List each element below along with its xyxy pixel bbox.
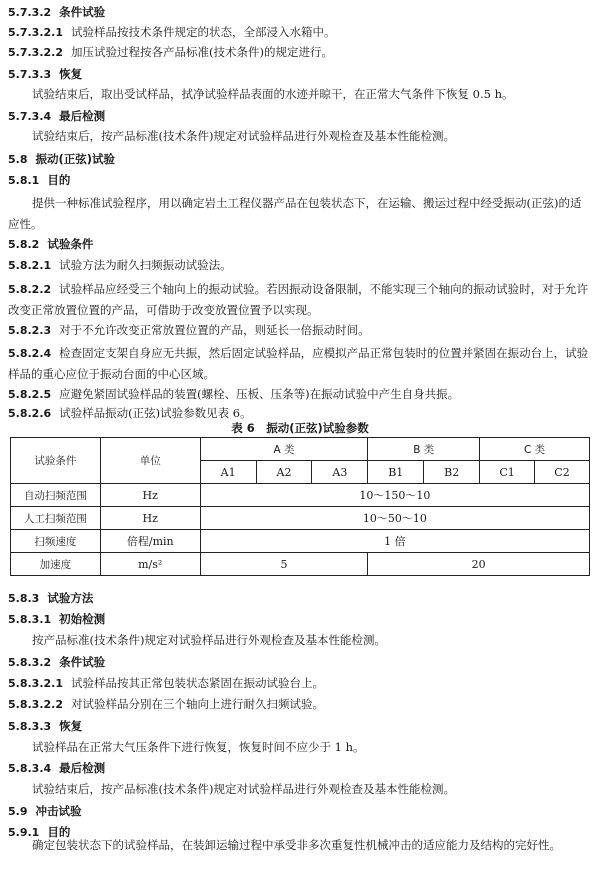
table-caption: 表 6 振动(正弦)试验参数	[231, 421, 369, 435]
row-value: 10～150～10	[200, 484, 589, 507]
section-number: 5.7.3.2.2	[8, 46, 63, 59]
section-title: 目的	[47, 825, 71, 839]
subheader-cell: B1	[368, 461, 424, 484]
section-title: 最后检测	[59, 109, 106, 123]
para-5-8-2-3	[8, 322, 592, 339]
row-unit: Hz	[100, 484, 200, 507]
row-label: 人工扫频范围	[11, 507, 101, 530]
para-5-8-2-4	[8, 343, 592, 385]
row-label: 扫频速度	[11, 530, 101, 553]
para-5-8-2-5	[8, 386, 592, 403]
section-title: 初始检测	[59, 612, 106, 626]
header-class-a: A 类	[200, 438, 368, 461]
section-number: 5.8.2	[8, 238, 40, 251]
heading-5-7-3-2	[8, 4, 592, 21]
section-number: 5.8.3.2.2	[8, 698, 63, 711]
paragraph-text: 试验样品在正常大气压条件下进行恢复，恢复时间不应少于 1 h。	[32, 740, 365, 754]
para-recovery	[32, 86, 592, 102]
heading-5-7-3-3	[8, 66, 592, 83]
table-row	[11, 530, 590, 553]
paragraph-text: 对试验样品分别在三个轴向上进行耐久扫频试验。	[70, 697, 324, 711]
row-value: 1 倍	[200, 530, 589, 553]
paragraph-text: 试验样品应经受三个轴向上的振动试验。若因振动设备限制，不能实现三个轴向的振动试验时，对于允许改变正常放置位置的产品，可借助于改变放置位置予以实现。	[8, 282, 589, 317]
section-number: 5.8.3	[8, 592, 40, 605]
section-number: 5.8.3.3	[8, 720, 52, 733]
paragraph-text: 试验样品振动(正弦)试验参数见表 6。	[59, 406, 252, 420]
section-number: 5.7.3.2	[8, 6, 52, 19]
section-number: 5.8.2.2	[8, 283, 52, 296]
para-5-7-3-2-2	[8, 44, 592, 61]
vibration-parameter-table	[10, 437, 590, 576]
heading-5-9	[8, 803, 592, 820]
para-recovery-2	[32, 739, 592, 755]
heading-5-8-2	[8, 236, 592, 253]
subheader-cell: A3	[312, 461, 368, 484]
heading-5-8-3-4	[8, 760, 592, 777]
para-5-8-3-2-2	[8, 696, 592, 713]
section-title: 条件试验	[59, 655, 106, 669]
para-shock-purpose	[8, 835, 592, 855]
subheader-cell: C1	[480, 461, 535, 484]
para-final-test-2	[32, 781, 592, 797]
heading-5-8-3-1	[8, 611, 592, 628]
table-header-row	[11, 438, 590, 461]
section-number: 5.8.1	[8, 174, 40, 187]
paragraph-text: 试验结束后，取出受试样品，拭净试验样品表面的水迹并晾干，在正常大气条件下恢复 0.5 h。	[32, 87, 514, 101]
table-row	[11, 484, 590, 507]
section-title: 恢复	[59, 67, 83, 81]
section-number: 5.7.3.3	[8, 68, 52, 81]
para-5-8-2-2	[8, 279, 592, 321]
paragraph-text: 应避免紧固试验样品的装置(螺栓、压板、压条等)在振动试验中产生自身共振。	[59, 387, 460, 401]
section-number: 5.8.2.3	[8, 324, 52, 337]
row-value-class-bc: 20	[368, 553, 590, 576]
section-title: 振动(正弦)试验	[35, 152, 116, 166]
paragraph-text: 试验样品按其正常包装状态紧固在振动试验台上。	[70, 676, 324, 690]
subheader-cell: B2	[424, 461, 480, 484]
paragraph-text: 加压试验过程按各产品标准(技术条件)的规定进行。	[70, 45, 333, 59]
section-title: 最后检测	[59, 761, 106, 775]
section-number: 5.8.3.1	[8, 613, 52, 626]
section-number: 5.8.3.2.1	[8, 677, 63, 690]
para-purpose	[8, 193, 592, 235]
section-number: 5.8	[8, 153, 28, 166]
header-condition: 试验条件	[11, 438, 101, 484]
paragraph-text: 试验结束后，按产品标准(技术条件)规定对试验样品进行外观检查及基本性能检测。	[32, 129, 455, 143]
row-unit: m/s²	[100, 553, 200, 576]
section-number: 5.8.2.1	[8, 259, 52, 272]
heading-5-8-1	[8, 172, 592, 189]
paragraph-text: 试验结束后，按产品标准(技术条件)规定对试验样品进行外观检查及基本性能检测。	[32, 782, 455, 796]
row-label: 加速度	[11, 553, 101, 576]
heading-5-8-3-2	[8, 654, 592, 671]
subheader-cell: C2	[535, 461, 590, 484]
section-number: 5.7.3.4	[8, 110, 52, 123]
row-label: 自动扫频范围	[11, 484, 101, 507]
header-class-c: C 类	[480, 438, 590, 461]
table-row	[11, 553, 590, 576]
paragraph-text: 检查固定支架自身应无共振，然后固定试验样品，应模拟产品正常包装时的位置并紧固在振动台上，试验样品的重心应位于振动台面的中心区域。	[8, 346, 589, 381]
para-initial-test	[32, 632, 592, 648]
paragraph-text: 按产品标准(技术条件)规定对试验样品进行外观检查及基本性能检测。	[32, 633, 386, 647]
paragraph-text: 试验样品按技术条件规定的状态，全部浸入水箱中。	[70, 25, 336, 39]
header-class-b: B 类	[368, 438, 480, 461]
section-number: 5.8.2.4	[8, 347, 52, 360]
section-title: 条件试验	[59, 5, 106, 19]
section-number: 5.8.3.2	[8, 656, 52, 669]
section-title: 目的	[47, 173, 71, 187]
heading-5-7-3-4	[8, 108, 592, 125]
section-number: 5.9.1	[8, 826, 40, 839]
section-number: 5.8.2.6	[8, 407, 52, 420]
para-5-8-3-2-1	[8, 675, 592, 692]
section-title: 冲击试验	[35, 804, 82, 818]
paragraph-text: 对于不允许改变正常放置位置的产品，则延长一倍振动时间。	[59, 323, 370, 337]
paragraph-text: 提供一种标准试验程序，用以确定岩土工程仪器产品在包装状态下，在运输、搬运过程中经受振动(正弦)的适应性。	[8, 196, 582, 231]
section-number: 5.8.2.5	[8, 388, 52, 401]
section-number: 5.9	[8, 805, 28, 818]
paragraph-text: 试验方法为耐久扫频振动试验法。	[59, 258, 232, 272]
para-5-7-3-2-1	[8, 24, 592, 41]
heading-5-8	[8, 151, 592, 168]
section-number: 5.8.3.4	[8, 762, 52, 775]
heading-5-8-3-3	[8, 718, 592, 735]
row-unit: 倍程/min	[100, 530, 200, 553]
row-value: 10～50～10	[200, 507, 589, 530]
section-number: 5.7.3.2.1	[8, 26, 63, 39]
header-unit: 单位	[100, 438, 200, 484]
row-value-class-a: 5	[200, 553, 368, 576]
section-title: 试验条件	[47, 237, 94, 251]
para-5-8-2-1	[8, 257, 592, 274]
para-final-test	[32, 128, 592, 144]
subheader-cell: A1	[200, 461, 256, 484]
section-title: 试验方法	[47, 591, 94, 605]
row-unit: Hz	[100, 507, 200, 530]
subheader-cell: A2	[256, 461, 312, 484]
paragraph-text: 确定包装状态下的试验样品，在装卸运输过程中承受非多次重复性机械冲击的适应能力及结构的完好性。	[32, 838, 561, 852]
section-title: 恢复	[59, 719, 83, 733]
table-row	[11, 507, 590, 530]
heading-5-8-3	[8, 590, 592, 607]
